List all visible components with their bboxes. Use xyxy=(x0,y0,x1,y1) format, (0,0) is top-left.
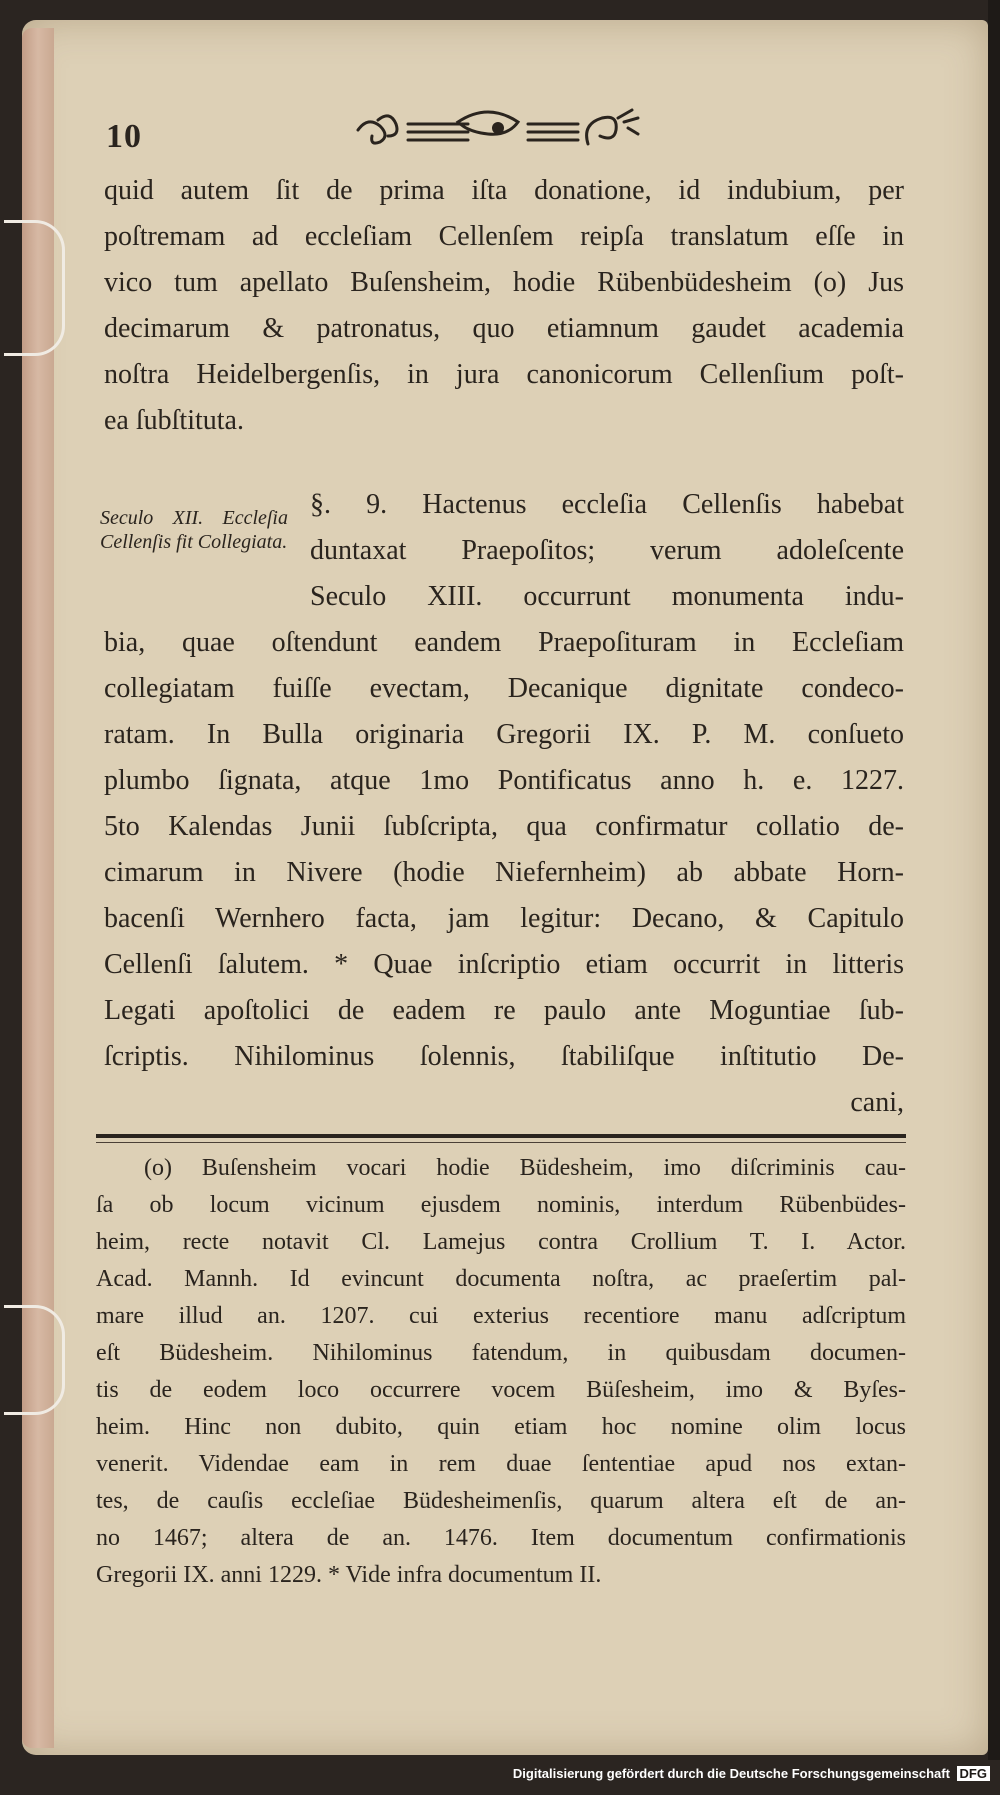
footnote-line: Acad. Mannh. Id evincunt documenta noſtra, ac praeſertim pal- xyxy=(96,1266,906,1292)
text-line: quid autem ſit de prima iſta donatione, id indubium, per xyxy=(104,175,904,206)
clip-mark xyxy=(4,220,65,356)
text-line: poſtremam ad eccleſiam Cellenſem reipſa translatum eſſe in xyxy=(104,221,904,252)
footnote xyxy=(96,1150,906,1594)
text-line: ratam. In Bulla originaria Gregorii IX. P. M. conſueto xyxy=(104,719,904,750)
footnote-line: tis de eodem loco occurrere vocem Büſesheim, imo & Byſes- xyxy=(96,1377,906,1403)
catchword: cani, xyxy=(850,1087,904,1118)
background-strip xyxy=(988,0,1000,1760)
ornament-icon xyxy=(348,100,658,160)
page-number: 10 xyxy=(106,118,142,155)
text-line: ea ſubſtituta. xyxy=(104,405,244,436)
footnote-line: venerit. Videndae eam in rem duae ſententiae apud nos extan- xyxy=(96,1451,906,1477)
digitization-credit xyxy=(513,1766,990,1781)
footnote-rule-thin xyxy=(96,1142,906,1143)
footnote-line: tes, de cauſis eccleſiae Büdesheimenſis, quarum altera eſt de an- xyxy=(96,1488,906,1514)
main-text xyxy=(100,168,904,1126)
text-line: decimarum & patronatus, quo etiamnum gaudet academia xyxy=(104,313,904,344)
text-line: cimarum in Nivere (hodie Niefernheim) ab abbate Horn- xyxy=(104,857,904,888)
clip-mark xyxy=(4,1305,65,1415)
text-line: §. 9. Hactenus eccleſia Cellenſis habebat xyxy=(310,489,904,520)
text-line: ſcriptis. Nihilominus ſolennis, ſtabiliſque inſtitutio De- xyxy=(104,1041,904,1072)
text-line: collegiatam fuiſſe evectam, Decanique dignitate condeco- xyxy=(104,673,904,704)
dfg-logo: DFG xyxy=(957,1766,990,1781)
footnote-line: ſa ob locum vicinum ejusdem nominis, interdum Rübenbüdes- xyxy=(96,1192,906,1218)
text-line: 5to Kalendas Junii ſubſcripta, qua confirmatur collatio de- xyxy=(104,811,904,842)
section-9 xyxy=(100,482,904,1126)
margin-note: Seculo XII. Eccleſia Cellenſis fit Collegiata. xyxy=(100,507,288,553)
credit-text: Digitalisierung gefördert durch die Deutsche Forschungsgemeinschaft xyxy=(512,1766,950,1781)
text-line: plumbo ſignata, atque 1mo Pontificatus anno h. e. 1227. xyxy=(104,765,904,796)
text-line: noſtra Heidelbergenſis, in jura canonicorum Cellenſium poſt- xyxy=(104,359,904,390)
text-line: bacenſi Wernhero facta, jam legitur: Decano, & Capitulo xyxy=(104,903,904,934)
text-line: Legati apoſtolici de eadem re paulo ante Moguntiae ſub- xyxy=(104,995,904,1026)
text-line: vico tum apellato Buſensheim, hodie Rübenbüdesheim (o) Jus xyxy=(104,267,904,298)
text-line: bia, quae oſtendunt eandem Praepoſituram in Eccleſiam xyxy=(104,627,904,658)
text-line: duntaxat Praepoſitos; verum adoleſcente xyxy=(310,535,904,566)
footnote-line: heim. Hinc non dubito, quin etiam hoc nomine olim locus xyxy=(96,1414,906,1440)
text-line: Cellenſi ſalutem. * Quae inſcriptio etiam occurrit in litteris xyxy=(104,949,904,980)
footnote-line: eſt Büdesheim. Nihilominus fatendum, in quibusdam documen- xyxy=(96,1340,906,1366)
footnote-line: mare illud an. 1207. cui exterius recentiore manu adſcriptum xyxy=(96,1303,906,1329)
text-line: Seculo XIII. occurrunt monumenta indu- xyxy=(310,581,904,612)
footnote-line: no 1467; altera de an. 1476. Item documentum confirmationis xyxy=(96,1525,906,1551)
footnote-line: (o) Buſensheim vocari hodie Büdesheim, imo diſcriminis cau- xyxy=(144,1155,906,1181)
footnote-rule xyxy=(96,1134,906,1138)
footnote-line: heim, recte notavit Cl. Lamejus contra Crollium T. I. Actor. xyxy=(96,1229,906,1255)
footnote-line: Gregorii IX. anni 1229. * Vide infra documentum II. xyxy=(96,1562,602,1588)
